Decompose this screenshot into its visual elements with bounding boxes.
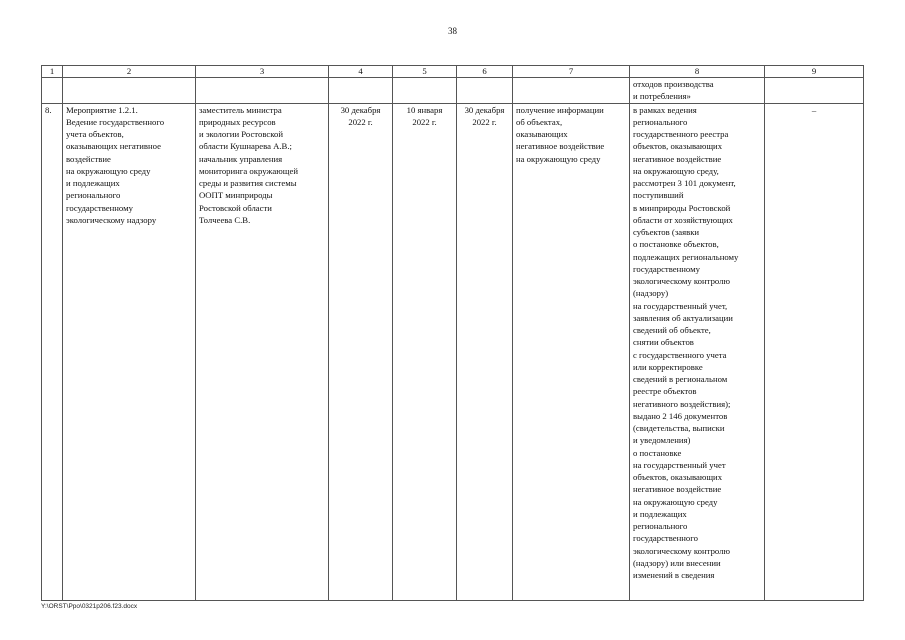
column-number-cell: 8 xyxy=(630,66,765,78)
text-line: подлежащих региональному xyxy=(633,251,739,262)
text-line: выдано 2 146 документов xyxy=(633,410,728,421)
text-line: на окружающую среду xyxy=(516,153,601,164)
text-line: на государственный учет xyxy=(633,459,726,470)
column-number-cell: 1 xyxy=(42,66,63,78)
text-line: Ведение государственного xyxy=(66,116,165,127)
text-line: среды и развития системы xyxy=(199,178,297,188)
column-number-cell: 9 xyxy=(765,66,864,78)
responsible-cell xyxy=(196,103,329,600)
text-line: сведений об объекте, xyxy=(633,325,711,335)
text-line: отходов производства xyxy=(633,79,714,89)
text-line: негативного воздействия); xyxy=(633,398,731,409)
text-line: начальник управления xyxy=(199,153,283,164)
text-line: на окружающую среду xyxy=(66,165,151,176)
text-line: на государственный учет, xyxy=(633,300,728,311)
text-line: и подлежащих xyxy=(66,178,120,188)
text-line: 30 декабря xyxy=(340,104,381,115)
text-line: на окружающую среду, xyxy=(633,165,719,176)
text-line: заместитель министра xyxy=(199,104,282,115)
text-line: государственного xyxy=(633,533,698,544)
text-line: изменений в сведения xyxy=(633,570,715,580)
end-date-cell xyxy=(457,103,513,600)
text-line: Мероприятие 1.2.1. xyxy=(66,104,138,115)
text-line: 30 декабря xyxy=(464,104,505,115)
text-line: и экологии Ростовской xyxy=(199,129,284,139)
text-line: воздействие xyxy=(66,153,111,164)
row-number-cell: 8. xyxy=(42,103,63,600)
text-line: об объектах, xyxy=(516,116,563,127)
text-line: мониторинга окружающей xyxy=(199,165,298,176)
report-table xyxy=(41,65,864,601)
text-line: 10 января xyxy=(406,104,443,115)
column-number-cell: 2 xyxy=(63,66,196,78)
column-number-row xyxy=(42,66,864,78)
text-line: о постановке объектов, xyxy=(633,239,719,250)
text-line: негативное воздействие xyxy=(633,153,722,164)
text-line: экологическому контролю xyxy=(633,276,730,286)
page-number: 38 xyxy=(448,26,457,36)
text-line: субъектов (заявки xyxy=(633,227,700,237)
text-line: государственного реестра xyxy=(633,129,729,139)
text-line: (свидетельства, выписки xyxy=(633,423,725,433)
text-line: области Кушнарева А.В.; xyxy=(199,141,292,152)
table-row xyxy=(42,103,864,600)
column-number-cell: 4 xyxy=(329,66,393,78)
text-line: регионального xyxy=(66,190,121,201)
text-line: природных ресурсов xyxy=(199,116,276,127)
text-line: поступивший xyxy=(633,190,684,201)
text-line: государственному xyxy=(633,263,700,274)
text-line: на окружающую среду xyxy=(633,496,718,507)
planned-date-cell xyxy=(329,103,393,600)
text-line: оказывающих негативное xyxy=(66,141,161,152)
column-number-cell: 7 xyxy=(513,66,630,78)
text-line: государственному xyxy=(66,202,133,213)
actual-result-cell xyxy=(630,103,765,600)
text-line: (надзору) или внесении xyxy=(633,557,721,568)
text-line: реестре объектов xyxy=(633,386,697,397)
text-line: экологическому надзору xyxy=(66,214,157,225)
text-line: 2022 г. xyxy=(348,116,373,127)
text-line: регионального xyxy=(633,521,688,531)
text-line: в рамках ведения xyxy=(633,104,697,115)
text-line: объектов, оказывающих xyxy=(633,141,723,152)
continuation-row xyxy=(42,78,864,104)
text-line: с государственного учета xyxy=(633,349,727,360)
text-line: и уведомления) xyxy=(633,435,691,446)
text-line: Толчеева С.В. xyxy=(199,214,251,225)
text-line: Ростовской области xyxy=(199,202,272,213)
text-line: рассмотрен 3 101 документ, xyxy=(633,178,736,188)
column-number-cell: 6 xyxy=(457,66,513,78)
text-line: оказывающих xyxy=(516,129,568,139)
notes-cell: – xyxy=(765,103,864,600)
text-line: сведений в региональном xyxy=(633,374,728,384)
text-line: получение информации xyxy=(516,104,604,115)
text-line: заявления об актуализации xyxy=(633,312,733,323)
text-line: 2022 г. xyxy=(412,116,437,127)
text-line: экологическому контролю xyxy=(633,545,730,556)
start-date-cell xyxy=(393,103,457,600)
text-line: в минприроды Ростовской xyxy=(633,202,731,213)
text-line: объектов, оказывающих xyxy=(633,472,723,482)
continuation-result-cell xyxy=(630,78,765,104)
column-number-cell: 5 xyxy=(393,66,457,78)
text-line: и подлежащих xyxy=(633,508,687,519)
text-line: негативное воздействие xyxy=(516,141,605,152)
text-line: снятии объектов xyxy=(633,337,694,348)
file-path-footer: Y:\ORST\Ppo\0321p206.f23.docx xyxy=(41,603,138,610)
text-line: регионального xyxy=(633,116,688,127)
text-line: ООПТ минприроды xyxy=(199,190,273,201)
text-line: о постановке xyxy=(633,447,682,458)
measure-name-cell xyxy=(63,103,196,600)
text-line: области от хозяйствующих xyxy=(633,214,733,225)
expected-result-cell xyxy=(513,103,630,600)
column-number-cell: 3 xyxy=(196,66,329,78)
text-line: или корректировке xyxy=(633,361,703,372)
text-line: и потребления» xyxy=(633,91,691,102)
text-line: 2022 г. xyxy=(472,116,497,127)
text-line: (надзору) xyxy=(633,288,669,299)
text-line: негативное воздействие xyxy=(633,484,722,495)
text-line: учета объектов, xyxy=(66,129,124,139)
